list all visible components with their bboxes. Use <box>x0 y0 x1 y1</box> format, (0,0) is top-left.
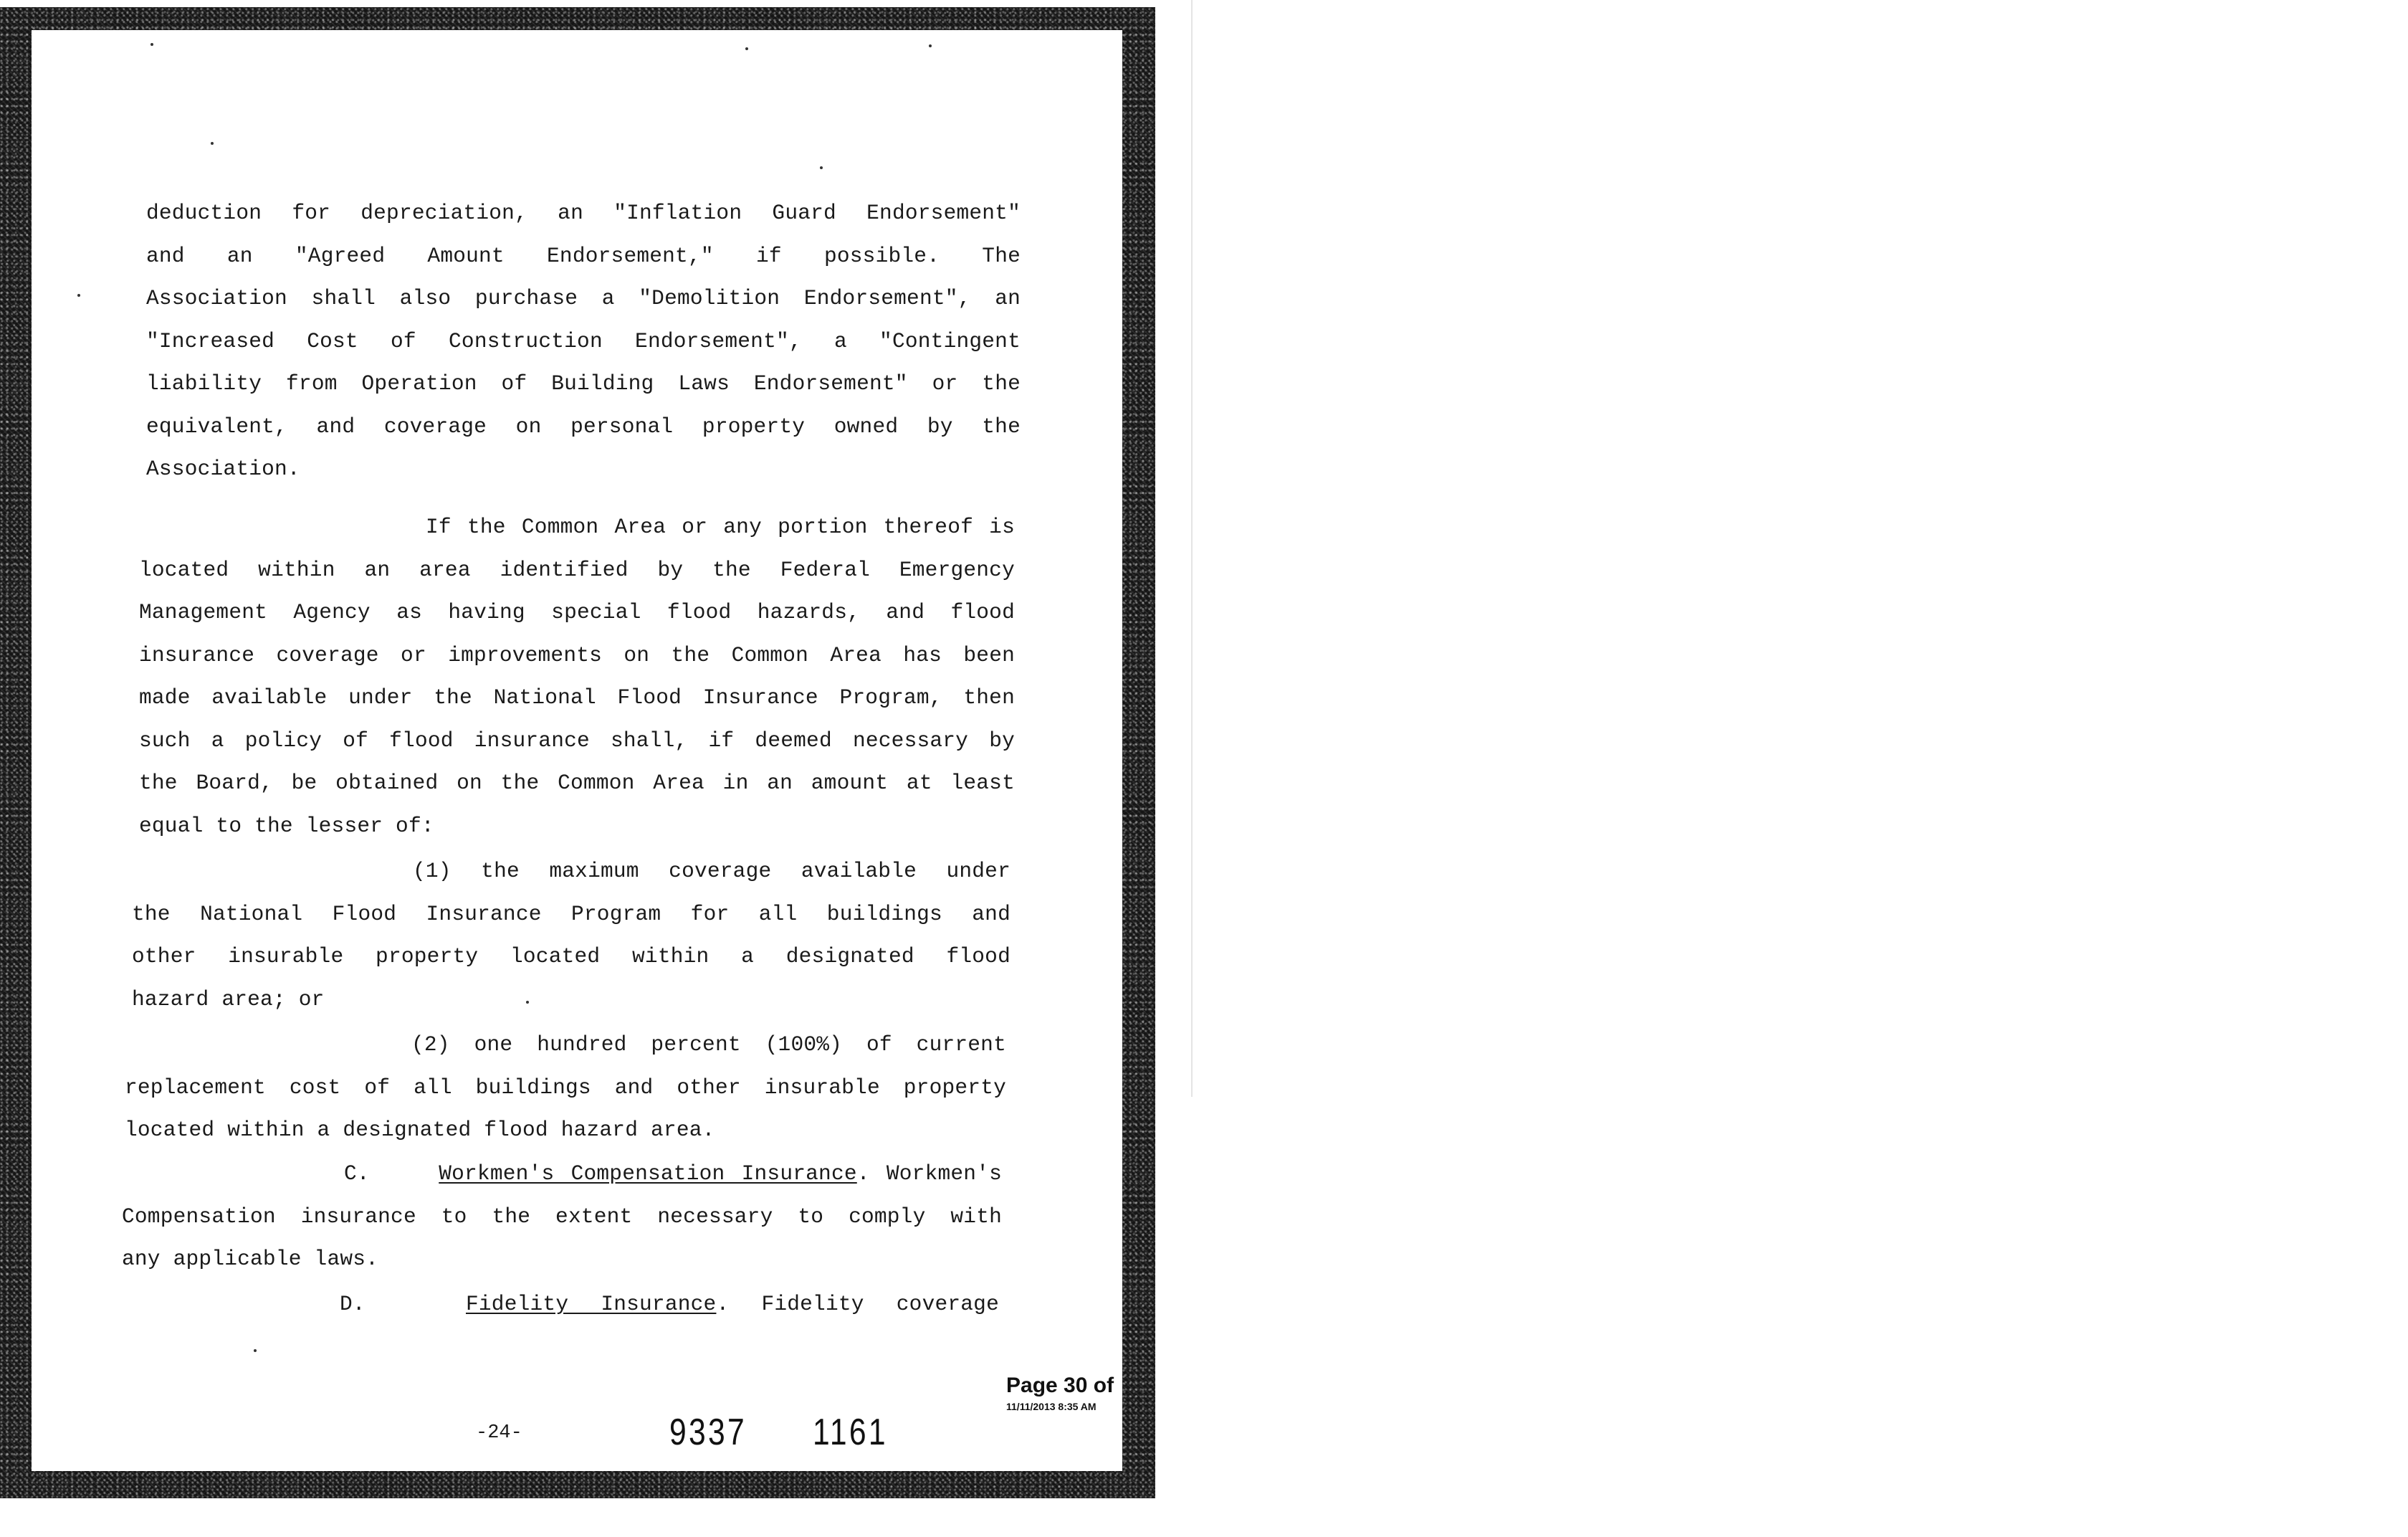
text-line: hazard area; or <box>132 986 325 1012</box>
section-c-tail: . Workmen's <box>856 1161 1003 1186</box>
section-c-title: Workmen's Compensation Insurance <box>439 1161 857 1186</box>
text-line: (2) one hundred percent (100%) of current <box>411 1032 1006 1057</box>
scan-speck <box>150 43 153 46</box>
scan-edge-line <box>1191 0 1193 1097</box>
paragraph-flood-insurance <box>139 506 1015 847</box>
page-of-label: Page 30 of <box>1006 1374 1117 1398</box>
text-line: Association. <box>146 457 300 481</box>
scan-speck <box>820 166 823 169</box>
section-d-heading-line <box>122 1283 999 1326</box>
text-line: Association shall also purchase a "Demolition Endorsement", an <box>146 286 1021 310</box>
text-line: replacement cost of all buildings and other insurable property <box>125 1075 1006 1100</box>
text-line: made available under the National Flood Insurance Program, then <box>139 685 1015 710</box>
scan-speck <box>254 1349 257 1352</box>
text-line: the Board, be obtained on the Common Area in an amount at least <box>139 771 1015 795</box>
section-c-letter: C. <box>344 1161 370 1186</box>
text-line: located within a designated flood hazard area. <box>125 1118 715 1142</box>
scan-speck <box>211 142 214 145</box>
scan-speck <box>929 44 932 47</box>
section-d-letter: D. <box>340 1292 366 1316</box>
text-line: "Increased Cost of Construction Endorsement", a "Contingent <box>146 328 1021 353</box>
text-line: the National Flood Insurance Program for all buildings and <box>132 901 1010 926</box>
section-d-tail: . Fidelity coverage <box>716 1292 999 1316</box>
page-stamp-number: 1161 <box>813 1412 888 1453</box>
page-stamp-date: 11/11/2013 8:35 AM <box>1006 1401 1096 1412</box>
text-line: equivalent, and coverage on personal property owned by the <box>146 414 1021 439</box>
list-item-1 <box>132 850 1010 1021</box>
section-c <box>122 1153 1002 1281</box>
text-line: liability from Operation of Building Laws Endorsement" or the <box>146 371 1021 396</box>
text-line: any applicable laws. <box>122 1247 379 1271</box>
text-line: equal to the lesser of: <box>139 813 434 838</box>
text-line: Compensation insurance to the extent necessary to comply with <box>122 1204 1002 1229</box>
text-line: deduction for depreciation, an "Inflation Guard Endorsement" <box>146 201 1021 225</box>
text-line: other insurable property located within a designated flood <box>132 944 1010 969</box>
book-number: 9337 <box>669 1412 747 1453</box>
text-line: such a policy of flood insurance shall, if deemed necessary by <box>139 728 1015 753</box>
text-line: insurance coverage or improvements on the Common Area has been <box>139 642 1015 667</box>
section-d <box>122 1283 999 1326</box>
scan-speck <box>77 294 80 297</box>
scan-speck <box>745 47 748 50</box>
section-d-title: Fidelity Insurance <box>466 1292 717 1316</box>
text-line: (1) the maximum coverage available under <box>413 859 1010 883</box>
list-item-2 <box>125 1024 1006 1152</box>
page-number: -24- <box>476 1422 522 1444</box>
paragraph-insurance-endorsements <box>146 192 1021 491</box>
text-line: Management Agency as having special flood hazards, and flood <box>139 600 1015 624</box>
text-line: located within an area identified by the Federal Emergency <box>139 557 1015 582</box>
section-c-heading-line <box>122 1153 1002 1196</box>
text-line: If the Common Area or any portion thereof is <box>426 515 1015 539</box>
document-page <box>32 30 1122 1471</box>
text-line: and an "Agreed Amount Endorsement," if possible. The <box>146 243 1021 268</box>
